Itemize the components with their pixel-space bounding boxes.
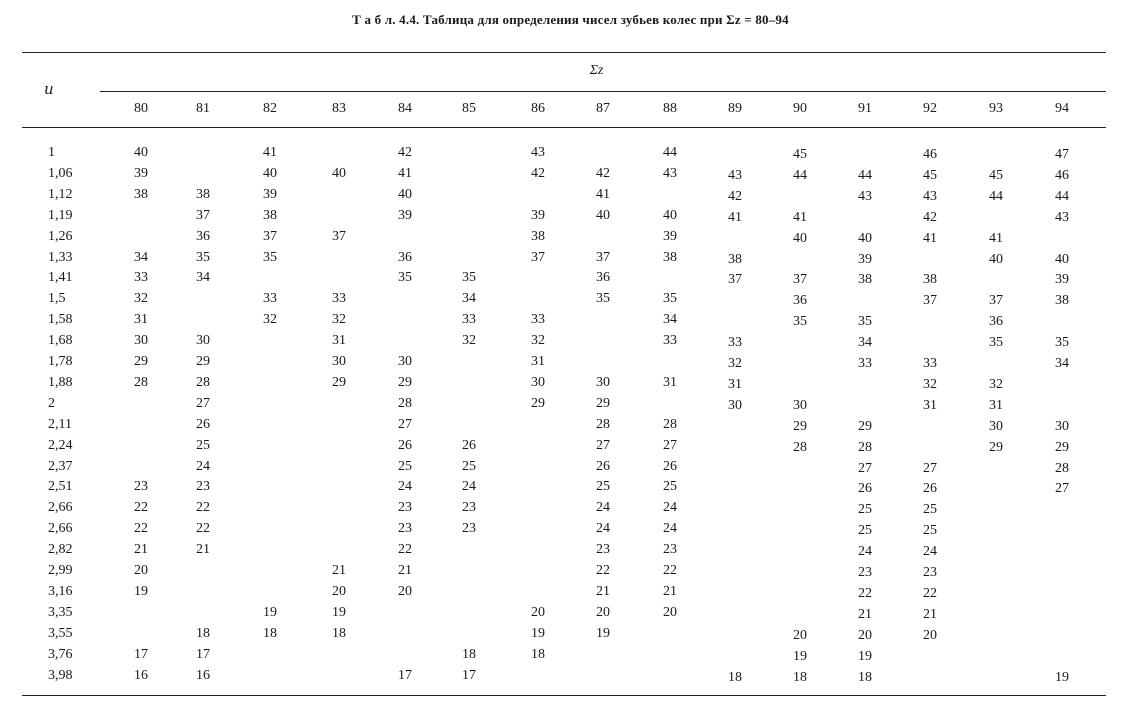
table-cell: 21 [332, 563, 346, 578]
column-header-88: 88 [663, 101, 677, 116]
sum-z-header: Σz [589, 63, 604, 78]
table-cell: 18 [858, 669, 872, 685]
table-cell: 24 [596, 500, 610, 516]
u-column-header: u [44, 80, 54, 98]
table-cell: 45 [793, 147, 807, 162]
row-label: 2,37 [48, 458, 73, 474]
table-cell: 25 [923, 523, 937, 539]
table-cell: 33 [858, 356, 872, 371]
column-header-90: 90 [793, 101, 807, 116]
table-cell: 29 [134, 354, 148, 369]
table-cell: 32 [989, 376, 1003, 392]
table-cell: 40 [263, 165, 277, 181]
table-cell: 37 [923, 293, 937, 309]
table-cell: 35 [989, 335, 1003, 351]
table-cell: 32 [923, 376, 937, 392]
table-cell: 37 [263, 228, 277, 244]
table-cell: 38 [134, 186, 148, 202]
table-cell: 23 [462, 500, 476, 516]
table-cell: 33 [134, 270, 148, 286]
table-cell: 47 [1055, 147, 1069, 162]
table-cell: 39 [398, 207, 412, 223]
row-label: 2,82 [48, 542, 73, 558]
table-cell: 29 [793, 418, 807, 434]
table-cell: 32 [332, 312, 346, 328]
table-cell: 30 [134, 333, 148, 349]
table-cell: 23 [398, 500, 412, 516]
table-cell: 22 [134, 521, 148, 537]
row-label: 3,98 [48, 667, 73, 683]
table-cell: 20 [663, 604, 677, 620]
column-header-87: 87 [596, 101, 610, 116]
table-cell: 18 [332, 625, 346, 641]
table-cell: 38 [663, 249, 677, 265]
table-cell: 35 [596, 291, 610, 307]
row-label: 2,66 [48, 521, 73, 537]
table-cell: 18 [793, 669, 807, 685]
table-cell: 19 [531, 625, 545, 641]
table-cell: 18 [728, 669, 742, 685]
row-label: 1,19 [48, 207, 73, 223]
table-cell: 40 [332, 165, 346, 181]
table-cell: 30 [1055, 418, 1069, 434]
table-cell: 36 [989, 314, 1003, 330]
table-cell: 46 [1055, 167, 1069, 183]
table-cell: 27 [663, 437, 677, 453]
table-bottom-rule [22, 695, 1106, 696]
table-cell: 34 [462, 291, 476, 307]
top-rule [22, 52, 1106, 53]
table-cell: 25 [462, 458, 476, 474]
column-header-83: 83 [332, 101, 346, 116]
table-cell: 34 [196, 270, 210, 286]
table-cell: 21 [858, 606, 872, 622]
table-cell: 44 [663, 145, 677, 160]
table-cell: 28 [596, 416, 610, 432]
table-cell: 24 [196, 458, 210, 474]
table-cell: 34 [1055, 356, 1069, 371]
table-cell: 32 [134, 291, 148, 307]
table-cell: 31 [728, 376, 742, 392]
row-label: 1 [48, 145, 55, 160]
table-cell: 17 [462, 667, 476, 683]
table-cell: 23 [858, 565, 872, 580]
row-label: 3,55 [48, 625, 73, 641]
table-cell: 44 [989, 188, 1003, 204]
table-cell: 37 [989, 293, 1003, 309]
table-cell: 32 [263, 312, 277, 328]
table-cell: 35 [462, 270, 476, 286]
table-cell: 40 [793, 230, 807, 246]
table-cell: 17 [398, 667, 412, 683]
table-cell: 22 [134, 500, 148, 516]
column-header-81: 81 [196, 101, 210, 116]
table-cell: 17 [196, 646, 210, 662]
table-cell: 40 [596, 207, 610, 223]
table-cell: 19 [263, 604, 277, 620]
table-cell: 39 [663, 228, 677, 244]
row-label: 3,35 [48, 604, 73, 620]
column-header-92: 92 [923, 101, 937, 116]
table-cell: 31 [531, 354, 545, 369]
row-label: 2 [48, 395, 55, 411]
table-cell: 29 [989, 439, 1003, 455]
header-bottom-rule [22, 127, 1106, 128]
table-cell: 33 [663, 333, 677, 349]
table-cell: 41 [398, 165, 412, 181]
table-cell: 30 [196, 333, 210, 349]
table-cell: 34 [663, 312, 677, 328]
table-cell: 29 [398, 374, 412, 390]
table-cell: 25 [858, 523, 872, 539]
table-cell: 25 [596, 479, 610, 495]
column-header-94: 94 [1055, 101, 1069, 116]
table-cell: 28 [663, 416, 677, 432]
column-header-84: 84 [398, 101, 412, 116]
table-cell: 21 [923, 606, 937, 622]
table-cell: 35 [263, 249, 277, 265]
table-cell: 25 [663, 479, 677, 495]
table-cell: 37 [196, 207, 210, 223]
table-cell: 37 [596, 249, 610, 265]
sum-z-underline [100, 91, 1106, 92]
column-header-85: 85 [462, 101, 476, 116]
table-cell: 41 [263, 145, 277, 160]
table-cell: 39 [263, 186, 277, 202]
table-cell: 24 [398, 479, 412, 495]
table-cell: 42 [728, 188, 742, 204]
table-cell: 35 [793, 314, 807, 330]
table-cell: 31 [663, 374, 677, 390]
table-cell: 18 [531, 646, 545, 662]
table-cell: 21 [663, 583, 677, 599]
table-cell: 32 [531, 333, 545, 349]
table-cell: 19 [858, 648, 872, 664]
table-cell: 40 [858, 230, 872, 246]
table-cell: 23 [196, 479, 210, 495]
table-cell: 38 [728, 251, 742, 267]
table-cell: 23 [134, 479, 148, 495]
row-label: 1,78 [48, 354, 73, 369]
table-cell: 20 [923, 627, 937, 643]
table-cell: 38 [923, 272, 937, 288]
table-cell: 27 [1055, 481, 1069, 497]
table-cell: 23 [923, 565, 937, 580]
row-label: 2,66 [48, 500, 73, 516]
table-cell: 30 [531, 374, 545, 390]
table-cell: 40 [398, 186, 412, 202]
table-cell: 35 [196, 249, 210, 265]
table-cell: 39 [1055, 272, 1069, 288]
table-cell: 24 [596, 521, 610, 537]
row-label: 2,99 [48, 563, 73, 578]
table-cell: 39 [134, 165, 148, 181]
table-cell: 20 [134, 563, 148, 578]
table-caption [0, 12, 1141, 28]
table-cell: 24 [923, 544, 937, 560]
table-cell: 36 [793, 293, 807, 309]
table-cell: 20 [332, 583, 346, 599]
table-cell: 36 [398, 249, 412, 265]
table-cell: 22 [398, 542, 412, 558]
table-cell: 40 [134, 145, 148, 160]
table-cell: 29 [596, 395, 610, 411]
table-cell: 20 [793, 627, 807, 643]
table-cell: 41 [596, 186, 610, 202]
row-label: 2,24 [48, 437, 73, 453]
table-cell: 20 [858, 627, 872, 643]
table-cell: 38 [858, 272, 872, 288]
table-cell: 24 [462, 479, 476, 495]
row-label: 1,33 [48, 249, 73, 265]
table-cell: 25 [398, 458, 412, 474]
table-cell: 16 [134, 667, 148, 683]
table-cell: 33 [728, 335, 742, 351]
table-cell: 38 [1055, 293, 1069, 309]
table-cell: 39 [858, 251, 872, 267]
table-cell: 33 [923, 356, 937, 371]
table-cell: 28 [793, 439, 807, 455]
table-cell: 19 [332, 604, 346, 620]
table-cell: 34 [858, 335, 872, 351]
table-cell: 43 [858, 188, 872, 204]
table-cell: 22 [596, 563, 610, 578]
row-label: 1,58 [48, 312, 73, 328]
caption-text: Т а б л. 4.4. Таблица для определения чисел зубьев колес при [352, 12, 723, 27]
table-cell: 43 [1055, 209, 1069, 225]
table-cell: 32 [462, 333, 476, 349]
table-cell: 18 [196, 625, 210, 641]
table-cell: 31 [332, 333, 346, 349]
table-cell: 29 [332, 374, 346, 390]
table-cell: 41 [989, 230, 1003, 246]
table-cell: 22 [923, 585, 937, 601]
table-cell: 21 [398, 563, 412, 578]
table-cell: 38 [196, 186, 210, 202]
table-cell: 22 [663, 563, 677, 578]
table-cell: 19 [793, 648, 807, 664]
table-cell: 31 [923, 397, 937, 413]
table-cell: 27 [596, 437, 610, 453]
table-cell: 25 [923, 502, 937, 518]
table-cell: 29 [531, 395, 545, 411]
table-cell: 43 [531, 145, 545, 160]
table-cell: 46 [923, 147, 937, 162]
table-cell: 30 [793, 397, 807, 413]
table-cell: 31 [134, 312, 148, 328]
table-cell: 28 [134, 374, 148, 390]
table-cell: 40 [989, 251, 1003, 267]
table-cell: 28 [196, 374, 210, 390]
table-cell: 30 [989, 418, 1003, 434]
row-label: 1,41 [48, 270, 73, 286]
table-cell: 33 [462, 312, 476, 328]
table-cell: 44 [793, 167, 807, 183]
table-cell: 43 [728, 167, 742, 183]
column-header-93: 93 [989, 101, 1003, 116]
table-cell: 20 [531, 604, 545, 620]
table-cell: 22 [858, 585, 872, 601]
column-header-86: 86 [531, 101, 545, 116]
table-cell: 36 [196, 228, 210, 244]
table-cell: 24 [663, 500, 677, 516]
table-cell: 30 [728, 397, 742, 413]
table-cell: 45 [989, 167, 1003, 183]
table-cell: 25 [858, 502, 872, 518]
table-cell: 32 [728, 356, 742, 371]
table-cell: 33 [531, 312, 545, 328]
table-cell: 18 [462, 646, 476, 662]
table-cell: 28 [398, 395, 412, 411]
table-cell: 33 [332, 291, 346, 307]
table-cell: 42 [596, 165, 610, 181]
row-label: 3,76 [48, 646, 73, 662]
table-cell: 30 [332, 354, 346, 369]
table-cell: 30 [596, 374, 610, 390]
table-cell: 42 [531, 165, 545, 181]
column-header-82: 82 [263, 101, 277, 116]
caption-sum-range: Σz = 80–94 [726, 12, 789, 27]
row-label: 2,51 [48, 479, 73, 495]
table-cell: 26 [462, 437, 476, 453]
table-cell: 26 [398, 437, 412, 453]
table-cell: 28 [1055, 460, 1069, 476]
table-cell: 26 [663, 458, 677, 474]
table-cell: 26 [596, 458, 610, 474]
row-label: 1,12 [48, 186, 73, 202]
table-cell: 16 [196, 667, 210, 683]
table-cell: 21 [196, 542, 210, 558]
table-cell: 44 [1055, 188, 1069, 204]
table-cell: 30 [398, 354, 412, 369]
table-cell: 25 [196, 437, 210, 453]
table-cell: 35 [398, 270, 412, 286]
table-cell: 42 [398, 145, 412, 160]
table-cell: 40 [1055, 251, 1069, 267]
table-cell: 27 [196, 395, 210, 411]
table-cell: 41 [793, 209, 807, 225]
table-cell: 27 [923, 460, 937, 476]
row-label: 2,11 [48, 416, 72, 432]
table-cell: 24 [858, 544, 872, 560]
column-header-80: 80 [134, 101, 148, 116]
table-cell: 27 [398, 416, 412, 432]
table-cell: 44 [858, 167, 872, 183]
table-cell: 42 [923, 209, 937, 225]
table-cell: 21 [134, 542, 148, 558]
table-cell: 22 [196, 500, 210, 516]
table-cell: 36 [596, 270, 610, 286]
row-label: 1,5 [48, 291, 66, 307]
table-cell: 43 [923, 188, 937, 204]
table-cell: 20 [596, 604, 610, 620]
table-cell: 37 [728, 272, 742, 288]
table-cell: 26 [923, 481, 937, 497]
table-cell: 45 [923, 167, 937, 183]
table-cell: 22 [196, 521, 210, 537]
table-cell: 39 [531, 207, 545, 223]
table-cell: 33 [263, 291, 277, 307]
row-label: 1,26 [48, 228, 73, 244]
table-cell: 35 [858, 314, 872, 330]
table-cell: 23 [663, 542, 677, 558]
table-cell: 19 [596, 625, 610, 641]
table-cell: 26 [858, 481, 872, 497]
table-cell: 40 [663, 207, 677, 223]
table-cell: 34 [134, 249, 148, 265]
table-cell: 41 [728, 209, 742, 225]
row-label: 1,06 [48, 165, 73, 181]
table-cell: 31 [989, 397, 1003, 413]
row-label: 3,16 [48, 583, 73, 599]
row-label: 1,88 [48, 374, 73, 390]
table-cell: 21 [596, 583, 610, 599]
table-cell: 17 [134, 646, 148, 662]
table-cell: 38 [531, 228, 545, 244]
table-cell: 37 [332, 228, 346, 244]
table-cell: 37 [793, 272, 807, 288]
table-cell: 19 [134, 583, 148, 599]
table-cell: 23 [462, 521, 476, 537]
row-label: 1,68 [48, 333, 73, 349]
table-cell: 28 [858, 439, 872, 455]
table-cell: 26 [196, 416, 210, 432]
table-cell: 20 [398, 583, 412, 599]
table-cell: 19 [1055, 669, 1069, 685]
table-cell: 37 [531, 249, 545, 265]
table-cell: 38 [263, 207, 277, 223]
table-cell: 35 [663, 291, 677, 307]
table-cell: 24 [663, 521, 677, 537]
column-header-91: 91 [858, 101, 872, 116]
table-cell: 41 [923, 230, 937, 246]
table-cell: 27 [858, 460, 872, 476]
table-cell: 23 [596, 542, 610, 558]
table-cell: 29 [858, 418, 872, 434]
table-cell: 23 [398, 521, 412, 537]
table-cell: 29 [1055, 439, 1069, 455]
table-cell: 18 [263, 625, 277, 641]
table-cell: 43 [663, 165, 677, 181]
table-cell: 35 [1055, 335, 1069, 351]
column-header-89: 89 [728, 101, 742, 116]
table-cell: 29 [196, 354, 210, 369]
